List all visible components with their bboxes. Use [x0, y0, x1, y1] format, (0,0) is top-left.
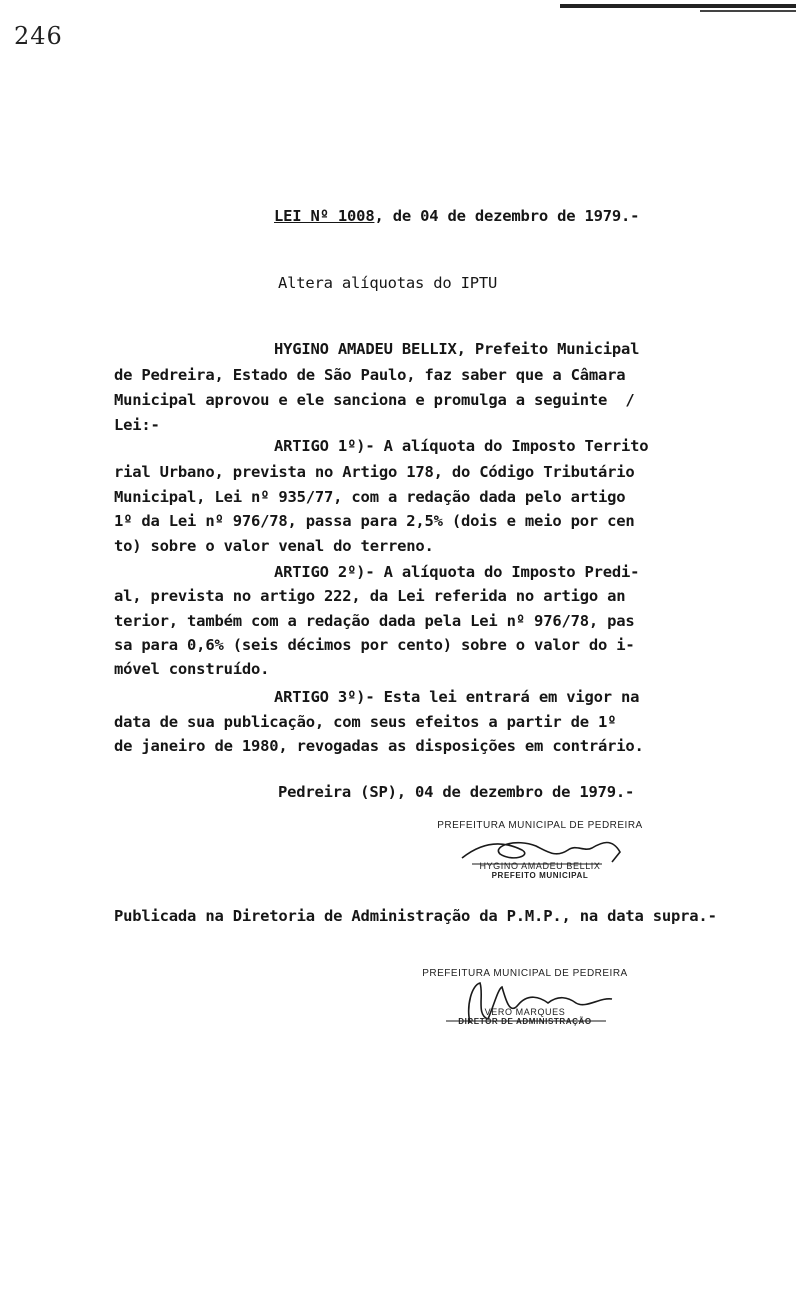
top-edge-rule-secondary — [700, 10, 796, 12]
article-1-line: 1º da Lei nº 976/78, passa para 2,5% (dois e meio por cen — [114, 512, 635, 530]
article-2-line: terior, também com a redação dada pela Lei nº 976/78, pas — [114, 612, 635, 630]
mayor-stamp — [430, 820, 650, 880]
director-stamp-institution: PREFEITURA MUNICIPAL DE PEDREIRA — [422, 968, 628, 979]
article-1-line: rial Urbano, prevista no Artigo 178, do Código Tributário — [114, 463, 635, 481]
publication-note: Publicada na Diretoria de Administração da P.M.P., na data supra.- — [114, 907, 717, 925]
article-3-line: ARTIGO 3º)- Esta lei entrará em vigor na — [274, 688, 640, 706]
article-1-line: Municipal, Lei nº 935/77, com a redação dada pelo artigo — [114, 488, 626, 506]
mayor-stamp-institution: PREFEITURA MUNICIPAL DE PEDREIRA — [437, 820, 643, 831]
director-stamp-name: VERO MARQUES — [484, 1007, 566, 1017]
article-2-line: al, prevista no artigo 222, da Lei referida no artigo an — [114, 587, 626, 605]
preamble-line: HYGINO AMADEU BELLIX, Prefeito Municipal — [274, 340, 640, 358]
law-number: LEI Nº 1008 — [274, 207, 375, 225]
director-stamp — [420, 968, 630, 1026]
preamble-line: Lei:- — [114, 416, 160, 434]
mayor-stamp-name: HYGINO AMADEU BELLIX — [479, 861, 601, 871]
closing-date: Pedreira (SP), 04 de dezembro de 1979.- — [278, 783, 635, 801]
article-2-line: sa para 0,6% (seis décimos por cento) sobre o valor do i- — [114, 636, 635, 654]
article-3-line: data de sua publicação, com seus efeitos a partir de 1º — [114, 713, 617, 731]
article-3-line: de janeiro de 1980, revogadas as disposições em contrário. — [114, 737, 644, 755]
top-edge-rule — [560, 4, 796, 8]
law-date: , de 04 de dezembro de 1979.- — [374, 207, 640, 225]
page-number: 246 — [14, 22, 63, 50]
article-2-line: ARTIGO 2º)- A alíquota do Imposto Predi- — [274, 563, 640, 581]
law-subject: Altera alíquotas do IPTU — [278, 274, 498, 292]
preamble-line: de Pedreira, Estado de São Paulo, faz saber que a Câmara — [114, 366, 626, 384]
article-1-line: to) sobre o valor venal do terreno. — [114, 537, 434, 555]
director-stamp-title: DIRETOR DE ADMINISTRAÇÃO — [458, 1017, 592, 1026]
mayor-stamp-title: PREFEITO MUNICIPAL — [491, 871, 589, 880]
law-title — [274, 207, 639, 225]
article-1-line: ARTIGO 1º)- A alíquota do Imposto Territo — [274, 437, 649, 455]
preamble-line: Municipal aprovou e ele sanciona e promulga a seguinte / — [114, 391, 635, 409]
article-2-line: móvel construído. — [114, 660, 270, 678]
